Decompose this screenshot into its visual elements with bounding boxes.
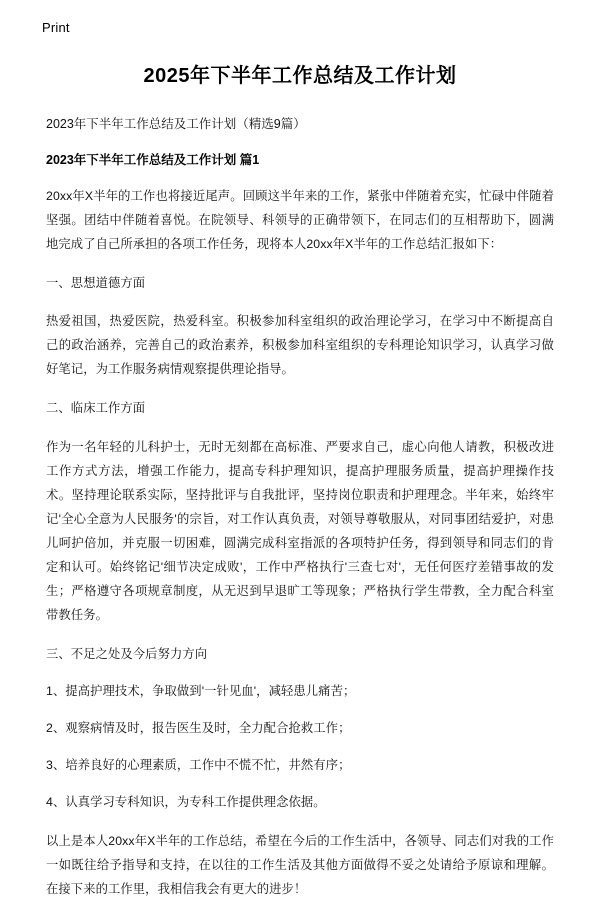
paragraph: 20xx年X半年的工作也将接近尾声。回顾这半年来的工作，紧张中伴随着充实，忙碌中伴随着坚强。团结中伴随着喜悦。在院领导、科领导的正确带领下，在同志们的互相帮助下，圆满地完成了自己所承担的各项工作任务，现将本人20xx年X半年的工作总结汇报如下：	[46, 188, 554, 251]
list-item: 2、观察病情及时，报告医生及时，全力配合抢救工作；	[46, 721, 351, 736]
paragraph-heading: 二、临床工作方面	[46, 401, 146, 416]
paragraph-heading: 三、不足之处及今后努力方向	[46, 647, 208, 662]
section-heading: 2023年下半年工作总结及工作计划 篇1	[46, 152, 260, 167]
paragraph: 作为一名年轻的儿科护士，无时无刻都在高标准、严要求自己，虚心向他人请教，积极改进工作方式方法，增强工作能力，提高专科护理知识，提高护理服务质量，提高护理操作技术。坚持理论联系实际，坚持批评与自我批评，坚持岗位职责和护理理念。半年来，始终牢记'全心全意为人民服务'的宗旨，对工作认真负责，对领导尊敬服从，对同事团结爱护，对患儿呵护倍加，并克服一切困难，圆满完成科室指派的各项特护任务，得到领导和同志们的肯定和认可。始终铭记'细节决定成败'，工作中严格执行'三查七对'，无任何医疗差错事故的发生；严格遵守各项规章制度，从无迟到早退旷工等现象；严格执行学生带教，全力配合科室带教任务。	[46, 440, 554, 623]
print-button[interactable]: Print	[42, 20, 70, 35]
paragraph: 热爱祖国，热爱医院，热爱科室。积极参加科室组织的政治理论学习，在学习中不断提高自己的政治涵养，完善自己的政治素养，积极参加科室组织的专科理论知识学习，认真学习做好笔记，为工作服务病情观察提供理论指导。	[46, 314, 554, 377]
paragraph: 以上是本人20xx年X半年的工作总结，希望在今后的工作生活中，各领导、同志们对我的工作一如既往给予指导和支持，在以往的工作生活及其他方面做得不妥之处请给予原谅和理解。在接下来的工作里，我相信我会有更大的进步！	[46, 833, 554, 896]
list-item: 3、培养良好的心理素质，工作中不慌不忙，井然有序；	[46, 758, 351, 772]
list-item: 4、认真学习专科知识，为专科工作提供理念依据。	[46, 794, 326, 809]
paragraph-heading: 一、思想道德方面	[46, 275, 146, 290]
page-title: 2025年下半年工作总结及工作计划	[143, 64, 457, 87]
document-subtitle: 2023年下半年工作总结及工作计划（精选9篇）	[46, 116, 306, 131]
list-item: 1、提高护理技术，争取做到'一针见血'，减轻患儿痛苦；	[46, 684, 356, 699]
